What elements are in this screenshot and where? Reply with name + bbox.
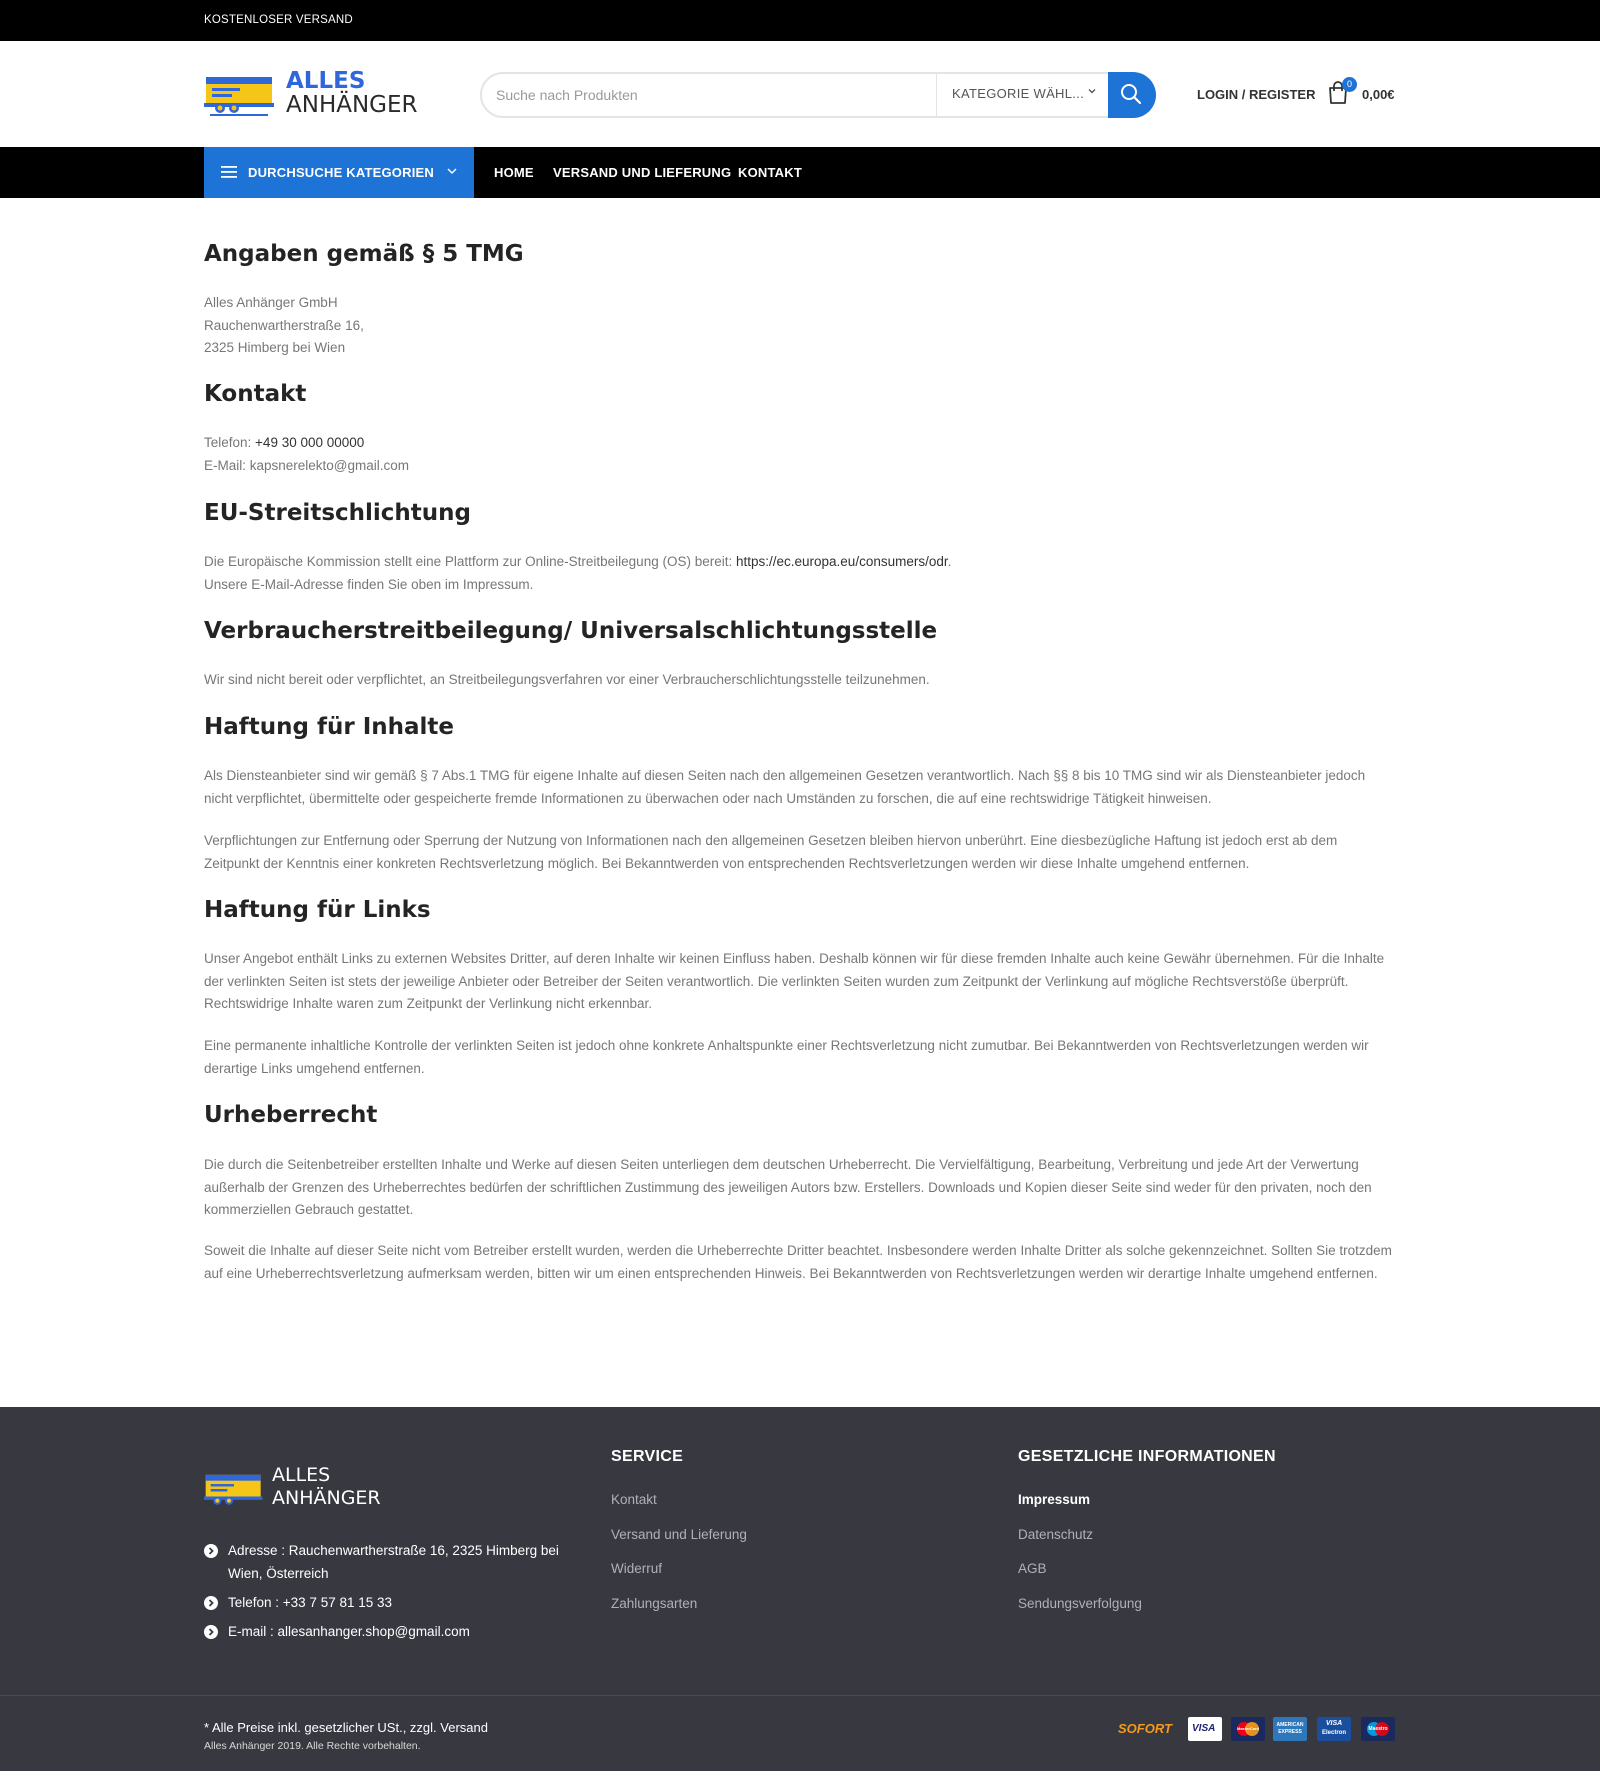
odr-link[interactable]: https://ec.europa.eu/consumers/odr bbox=[735, 554, 948, 569]
company-street: Rauchenwartherstraße 16, bbox=[204, 317, 364, 333]
browse-categories-button[interactable] bbox=[204, 147, 474, 198]
footer-logo[interactable] bbox=[204, 1464, 404, 1514]
menu-icon bbox=[221, 165, 237, 179]
nav-home[interactable]: HOME bbox=[494, 165, 534, 180]
eu-text: Die Europäische Kommission stellt eine Plattform zur Online-Streitbeilegung (OS) bereit: bbox=[204, 554, 736, 569]
company-city: 2325 Himberg bei Wien bbox=[204, 340, 346, 355]
footer-link-versand[interactable]: Versand und Lieferung bbox=[611, 1527, 747, 1542]
search-input[interactable] bbox=[496, 85, 926, 105]
footer-link-impressum[interactable]: Impressum bbox=[1018, 1492, 1091, 1507]
visa-electron-logo-text-2: Electron bbox=[1321, 1730, 1346, 1736]
section-title: Angaben gemäß § 5 TMG bbox=[204, 241, 524, 267]
nav-kontakt[interactable]: KONTAKT bbox=[738, 165, 802, 180]
footer-divider bbox=[0, 1695, 1600, 1696]
eu-period: . bbox=[947, 554, 952, 569]
company-name: Alles Anhänger GmbH bbox=[204, 295, 338, 310]
email-line: E-Mail: kapsnerelekto@gmail.com bbox=[204, 457, 410, 473]
footer-logo-line2: ANHÄNGER bbox=[272, 1487, 381, 1509]
section-title: Urheberrecht bbox=[204, 1102, 378, 1128]
arrow-circle-icon bbox=[204, 1625, 218, 1639]
footer-email bbox=[204, 1621, 584, 1644]
category-select[interactable] bbox=[936, 74, 1108, 116]
login-register-link[interactable]: LOGIN / REGISTER bbox=[1197, 87, 1316, 102]
footer-link-datenschutz[interactable]: Datenschutz bbox=[1018, 1527, 1094, 1542]
maestro-logo-text: Maestro bbox=[1368, 1726, 1388, 1732]
footer-link-sendungsverfolgung[interactable]: Sendungsverfolgung bbox=[1018, 1596, 1142, 1611]
main-nav bbox=[0, 147, 1600, 198]
visa-logo-text: VISA bbox=[1192, 1723, 1216, 1734]
section-title: Kontakt bbox=[204, 381, 307, 407]
footer-link-zahlungsarten[interactable]: Zahlungsarten bbox=[611, 1596, 698, 1611]
arrow-circle-icon bbox=[204, 1544, 218, 1558]
company-address bbox=[204, 292, 1396, 360]
phone-label: Telefon: bbox=[204, 435, 256, 450]
footer-logo-line1: ALLES bbox=[272, 1464, 331, 1486]
urheberrecht-paragraph-2: Soweit die Inhalte auf dieser Seite nicht vom Betreiber erstellt wurden, werden die Urheberrechte Dritter beachtet. Insbesondere werden Inhalte Dritter als solche gekennzeichnet. Sollten Sie trotzdem auf eine Urheberrechtsverletzung aufmerksam werden, bitten wir um einen entsprechenden Hinweis. Bei Bekanntwerden von Rechtsverletzungen werden wir derartige Inhalte umgehend entfernen. bbox=[204, 1243, 1392, 1281]
amex-logo bbox=[1273, 1717, 1307, 1741]
footer-link-widerruf[interactable]: Widerruf bbox=[611, 1561, 663, 1576]
visa-logo bbox=[1188, 1717, 1222, 1741]
site-logo[interactable] bbox=[204, 69, 424, 119]
mastercard-logo bbox=[1231, 1717, 1265, 1741]
nav-versand[interactable]: VERSAND UND LIEFERUNG bbox=[553, 165, 732, 180]
section-title: Haftung für Inhalte bbox=[204, 714, 455, 740]
category-select-label: KATEGORIE WÄHL... bbox=[952, 86, 1084, 101]
footer bbox=[0, 1407, 1600, 1771]
amex-logo-text: AMERICAN EXPRESS bbox=[1276, 1722, 1304, 1735]
verbraucher-paragraph: Wir sind nicht bereit oder verpflichtet, an Streitbeilegungsverfahren vor einer Verbraucherschlichtungsstelle teilzunehmen. bbox=[204, 672, 930, 687]
footer-address-text: Adresse : Rauchenwartherstraße 16, 2325 Himberg bei Wien, Österreich bbox=[228, 1543, 559, 1581]
logo-line1: ALLES bbox=[286, 68, 366, 94]
search-icon bbox=[1120, 83, 1142, 105]
section-title: Verbraucherstreitbeilegung/ Universalschlichtungsstelle bbox=[204, 618, 938, 644]
search-bar bbox=[480, 72, 1154, 118]
contact-info bbox=[204, 432, 1396, 477]
logo-line2: ANHÄNGER bbox=[286, 92, 418, 118]
arrow-circle-icon bbox=[204, 1596, 218, 1610]
footer-link-agb[interactable]: AGB bbox=[1018, 1561, 1047, 1576]
eu-paragraph bbox=[204, 551, 1396, 596]
price-note: * Alle Preise inkl. gesetzlicher USt., zzgl. Versand bbox=[204, 1720, 488, 1735]
footer-phone bbox=[204, 1592, 584, 1615]
trailer-logo-icon bbox=[204, 1467, 264, 1511]
section-title: Haftung für Links bbox=[204, 897, 431, 923]
search-button[interactable] bbox=[1108, 72, 1156, 118]
haftung-inhalte-paragraph-1: Als Diensteanbieter sind wir gemäß § 7 Abs.1 TMG für eigene Inhalte auf diesen Seiten nach den allgemeinen Gesetzen verantwortlich. Nach §§ 8 bis 10 TMG sind wir als Diensteanbieter jedoch nicht verpflichtet, übermittelte oder gespeicherte fremde Informationen zu überwachen oder nach Umständen zu forschen, die auf eine rechtswidrige Tätigkeit hinweisen. bbox=[204, 768, 1366, 806]
browse-categories-label: DURCHSUCHE KATEGORIEN bbox=[248, 165, 434, 180]
footer-phone-text[interactable]: Telefon : +33 7 57 81 15 33 bbox=[228, 1595, 393, 1610]
top-bar bbox=[0, 0, 1600, 41]
sofort-logo-text: SOFORT bbox=[1118, 1721, 1172, 1736]
haftung-links-paragraph-2: Eine permanente inhaltliche Kontrolle der verlinkten Seiten ist jedoch ohne konkrete Anhaltspunkte einer Rechtsverletzung nicht zumutbar. Bei Bekanntwerden von Rechtsverletzungen werden wir derartige Links umgehend entfernen. bbox=[204, 1038, 1369, 1076]
visa-electron-logo bbox=[1317, 1717, 1351, 1741]
footer-legal-title: GESETZLICHE INFORMATIONEN bbox=[1018, 1448, 1276, 1465]
cart-button[interactable] bbox=[1327, 79, 1352, 107]
header bbox=[0, 41, 1600, 147]
sofort-logo bbox=[1116, 1717, 1184, 1741]
eu-line2: Unsere E-Mail-Adresse finden Sie oben im Impressum. bbox=[204, 576, 534, 592]
mastercard-logo-text: MasterCard bbox=[1236, 1726, 1259, 1731]
urheberrecht-paragraph-1: Die durch die Seitenbetreiber erstellten Inhalte und Werke auf diesen Seiten unterliegen dem deutschen Urheberrecht. Die Vervielfältigung, Bearbeitung, Verbreitung und jede Art der Verwertung außerhalb der Grenzen des Urheberrechtes bedürfen der schriftlichen Zustimmung des jeweiligen Autors bzw. Erstellers. Downloads und Kopien dieser Seite sind weder für den privaten, noch den kommerziellen Gebrauch gestattet. bbox=[204, 1157, 1372, 1217]
haftung-inhalte-paragraph-2: Verpflichtungen zur Entfernung oder Sperrung der Nutzung von Informationen nach den allgemeinen Gesetzen bleiben hiervon unberührt. Eine diesbezügliche Haftung ist jedoch erst ab dem Zeitpunkt der Kenntnis einer konkreten Rechtsverletzung möglich. Bei Bekanntwerden von entsprechenden Rechtsverletzungen werden wir diese Inhalte umgehend entfernen. bbox=[204, 833, 1338, 871]
trailer-logo-icon bbox=[204, 69, 276, 119]
footer-email-text[interactable]: E-mail : allesanhanger.shop@gmail.com bbox=[228, 1624, 470, 1639]
footer-address bbox=[204, 1540, 584, 1586]
cart-total[interactable]: 0,00€ bbox=[1362, 87, 1395, 102]
chevron-down-icon bbox=[446, 165, 458, 177]
cart-count-badge: 0 bbox=[1342, 77, 1357, 92]
footer-link-kontakt[interactable]: Kontakt bbox=[611, 1492, 657, 1507]
copyright: Alles Anhänger 2019. Alle Rechte vorbehalten. bbox=[204, 1740, 421, 1752]
haftung-links-paragraph-1: Unser Angebot enthält Links zu externen Websites Dritter, auf deren Inhalte wir keinen Einfluss haben. Deshalb können wir für diese fremden Inhalte auch keine Gewähr übernehmen. Für die Inhalte der verlinkten Seiten ist stets der jeweilige Anbieter oder Betreiber der Seiten verantwortlich. Die verlinkten Seiten wurden zum Zeitpunkt der Verlinkung auf mögliche Rechtsverstöße überprüft. Rechtswidrige Inhalte waren zum Zeitpunkt der Verlinkung nicht erkennbar. bbox=[204, 951, 1385, 1011]
visa-electron-logo-text-1: VISA bbox=[1325, 1720, 1343, 1727]
phone-number[interactable]: +49 30 000 00000 bbox=[255, 435, 365, 450]
maestro-logo bbox=[1361, 1717, 1395, 1741]
section-title: EU-Streitschlichtung bbox=[204, 500, 471, 526]
chevron-down-icon bbox=[1087, 86, 1097, 96]
free-shipping-text: KOSTENLOSER VERSAND bbox=[204, 14, 353, 26]
footer-service-title: SERVICE bbox=[611, 1448, 684, 1465]
